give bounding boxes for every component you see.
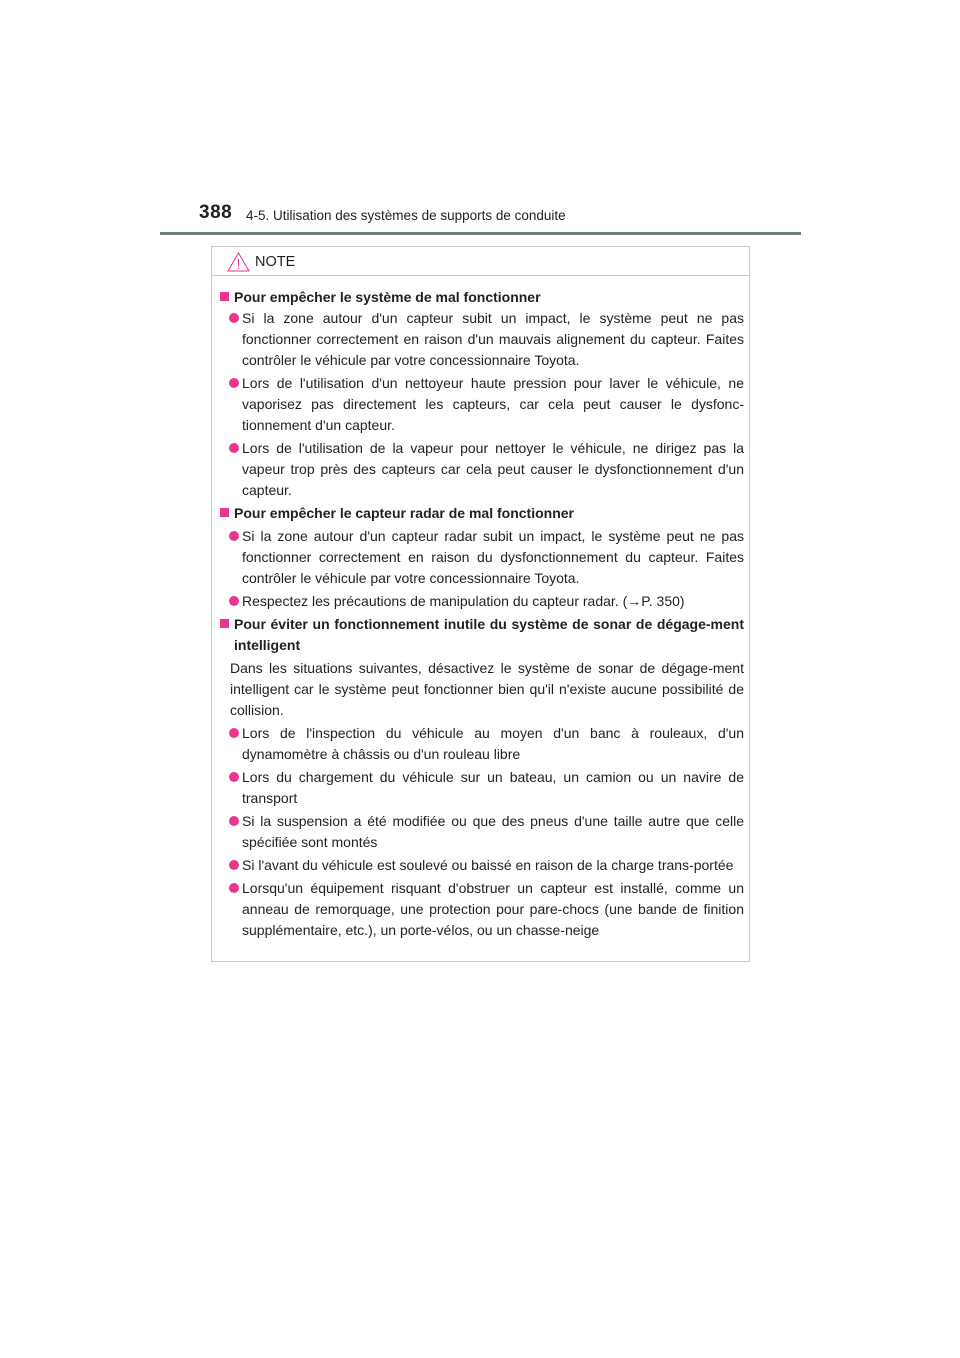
warning-triangle-icon — [227, 252, 250, 272]
section-paragraph: Dans les situations suivantes, désactivez le système de sonar de dégage-ment intelligent car le système peut fonctionner bien qu'il n'existe aucune possibilité de collision. — [230, 660, 744, 718]
section-heading: Pour empêcher le système de mal fonctionner — [220, 287, 744, 308]
list-item: Si la zone autour d'un capteur subit un impact, le système peut ne pas fonctionner correctement en raison d'un mauvais alignement du capteur. Faites contrôler le véhicule par votre concessionnaire Toyota. — [220, 308, 744, 371]
list-item: Lors de l'utilisation d'un nettoyeur haute pression pour laver le véhicule, ne vaporisez pas directement les capteurs, car cela peut causer le dysfonc-tionnement d'un capteur. — [220, 373, 744, 436]
square-bullet-icon — [220, 508, 229, 517]
circle-bullet-icon — [229, 443, 239, 453]
section-heading: Pour empêcher le capteur radar de mal fonctionner — [220, 503, 744, 524]
page-header — [0, 0, 960, 240]
circle-bullet-icon — [229, 313, 239, 323]
square-bullet-icon — [220, 292, 229, 301]
circle-bullet-icon — [229, 596, 239, 606]
list-item: Lors de l'utilisation de la vapeur pour nettoyer le véhicule, ne dirigez pas la vapeur trop près des capteurs car cela peut causer le dysfonctionnement d'un capteur. — [220, 438, 744, 501]
list-item: Lors de l'inspection du véhicule au moyen d'un banc à rouleaux, d'un dynamomètre à châssis ou d'un rouleau libre — [220, 723, 744, 765]
section-title: 4-5. Utilisation des systèmes de supports de conduite — [246, 208, 566, 223]
note-body — [220, 287, 744, 943]
note-box — [211, 246, 750, 962]
list-item: Si la zone autour d'un capteur radar subit un impact, le système peut ne pas fonctionner correctement en raison du dysfonctionnement du capteur. Faites contrôler le véhicule par votre concessionnaire Toyota. — [220, 526, 744, 589]
list-item: Lorsqu'un équipement risquant d'obstruer un capteur est installé, comme un anneau de remorquage, une protection pour pare-chocs (une bande de finition supplémentaire, etc.), un porte-vélos, ou un chasse-neige — [220, 878, 744, 941]
note-header — [212, 247, 749, 276]
list-item: Si la suspension a été modifiée ou que des pneus d'une taille autre que celle spécifiée sont montés — [220, 811, 744, 853]
section-heading: Pour éviter un fonctionnement inutile du système de sonar de dégage-ment intelligent — [220, 614, 744, 656]
circle-bullet-icon — [229, 772, 239, 782]
page-number: 388 — [199, 202, 233, 223]
list-item: Respectez les précautions de manipulation du capteur radar. (→P. 350) — [220, 591, 744, 612]
list-item: Lors du chargement du véhicule sur un bateau, un camion ou un navire de transport — [220, 767, 744, 809]
header-rule — [160, 232, 801, 235]
circle-bullet-icon — [229, 378, 239, 388]
note-label: NOTE — [255, 254, 296, 270]
list-item: Si l'avant du véhicule est soulevé ou baissé en raison de la charge trans-portée — [220, 855, 744, 876]
circle-bullet-icon — [229, 883, 239, 893]
square-bullet-icon — [220, 619, 229, 628]
circle-bullet-icon — [229, 816, 239, 826]
circle-bullet-icon — [229, 728, 239, 738]
circle-bullet-icon — [229, 531, 239, 541]
circle-bullet-icon — [229, 860, 239, 870]
